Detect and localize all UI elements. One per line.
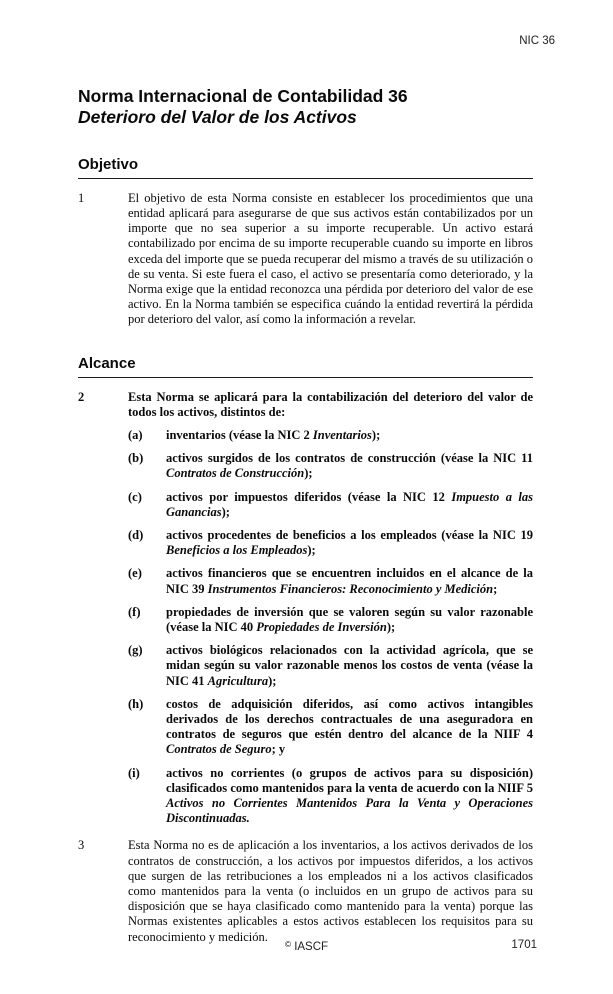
item-text-segment: activos por impuestos diferidos (véase la NIC 12 bbox=[166, 489, 452, 504]
page-number: 1701 bbox=[511, 939, 537, 951]
item-text-segment: propiedades de inversión que se valoren según su valor razonable (véase la NIC 40 bbox=[166, 604, 533, 634]
item-text bbox=[166, 643, 533, 689]
item-text bbox=[166, 428, 533, 443]
item-text bbox=[166, 566, 533, 596]
scope-item-i bbox=[128, 766, 533, 827]
paragraph-1 bbox=[78, 191, 533, 328]
paragraph-text: El objetivo de esta Norma consiste en establecer los procedimientos que una entidad aplicará para asegurarse de que sus activos están contabilizados por un importe que no sea superior a su importe recuperable. Un activo estará contabilizado por encima de su importe recuperable cuando su importe en libros exceda del importe que se pueda recuperar del mismo a través de su utilización o de su venta. Si este fuera el caso, el activo se presentaría como deteriorado, y la Norma exige que la entidad reconozca una pérdida por deterioro del valor de ese activo. En la Norma también se especifica cuándo la entidad revertirá la pérdida por deterioro del valor, así como la información a revelar. bbox=[128, 190, 533, 327]
paragraph-number: 1 bbox=[78, 190, 85, 205]
copyright-owner: IASCF bbox=[294, 941, 329, 953]
item-text-segment: ); bbox=[371, 427, 381, 442]
item-text-segment: activos no corrientes (o grupos de activos para su disposición) clasificados como mantenidos para la venta de acuerdo con la NIIF 5 bbox=[166, 765, 533, 795]
scope-item-c bbox=[128, 490, 533, 520]
standard-reference: Inventarios bbox=[312, 427, 372, 442]
item-text-segment: activos surgidos de los contratos de construcción (véase la NIC 11 bbox=[166, 451, 533, 466]
standard-code: NIC 36 bbox=[519, 35, 555, 47]
item-text-segment: ; bbox=[493, 581, 498, 596]
item-text-segment: activos procedentes de beneficios a los empleados (véase la NIC 19 bbox=[166, 527, 533, 542]
item-label: (b) bbox=[128, 451, 144, 466]
item-text-segment: costos de adquisición diferidos, así como activos intangibles derivados de los derechos contractuales de una aseguradora en contratos de seguros que estén dentro del alcance de la NIIF 4 bbox=[166, 696, 533, 742]
scope-item-e bbox=[128, 566, 533, 596]
document-title bbox=[78, 86, 533, 129]
paragraph-2 bbox=[78, 390, 533, 420]
item-text-segment: ); bbox=[304, 466, 313, 481]
item-label: (a) bbox=[128, 427, 143, 442]
standard-reference: Instrumentos Financieros: Reconocimiento y Medición bbox=[207, 581, 494, 596]
item-text bbox=[166, 605, 533, 635]
copyright-icon: © bbox=[284, 939, 292, 949]
scope-item-d bbox=[128, 528, 533, 558]
paragraph-3 bbox=[78, 838, 533, 944]
document-title-line1: Norma Internacional de Contabilidad 36 bbox=[78, 86, 408, 106]
item-label: (i) bbox=[128, 765, 140, 780]
item-label: (g) bbox=[128, 643, 143, 658]
copyright-notice bbox=[285, 939, 328, 953]
page-header bbox=[78, 35, 555, 47]
item-text-segment: activos financieros que se encuentren incluidos en el alcance de la NIC 39 bbox=[166, 566, 533, 596]
item-text-segment: ); bbox=[268, 673, 277, 688]
section-heading-objetivo: Objetivo bbox=[78, 156, 533, 179]
scope-exclusion-list bbox=[128, 428, 533, 826]
standard-reference: Contratos de Seguro bbox=[166, 742, 272, 757]
item-text-segment: ); bbox=[221, 504, 230, 519]
standard-reference: Propiedades de Inversión bbox=[256, 619, 387, 634]
paragraph-number: 3 bbox=[78, 838, 85, 853]
item-text-segment: activos biológicos relacionados con la actividad agrícola, que se midan según su valor razonable menos los costos de venta (véase la NIC 41 bbox=[166, 643, 533, 688]
item-text bbox=[166, 490, 533, 520]
standard-reference: Beneficios a los Empleados bbox=[166, 543, 308, 558]
section-heading-alcance: Alcance bbox=[78, 355, 533, 378]
paragraph-number: 2 bbox=[78, 389, 85, 404]
standard-reference: Contratos de Construcción bbox=[166, 466, 305, 481]
item-text-segment: ; y bbox=[271, 742, 286, 757]
standard-reference: Agricultura bbox=[207, 673, 269, 688]
item-label: (e) bbox=[128, 566, 142, 581]
item-text bbox=[166, 528, 533, 558]
document-title-line2: Deterioro del Valor de los Activos bbox=[78, 107, 357, 128]
item-text bbox=[166, 697, 533, 758]
item-label: (h) bbox=[128, 696, 144, 711]
item-label: (f) bbox=[128, 604, 141, 619]
item-text bbox=[166, 451, 533, 481]
paragraph-text: Esta Norma no es de aplicación a los inventarios, a los activos derivados de los contratos de construcción, a los activos por impuestos diferidos, a los activos que surgen de las retribuciones a los empleados ni a los activos clasificados como mantenidos para la venta (o incluidos en un grupo de activos para su disposición que se haya clasificado como mantenido para la venta) porque las Normas existentes aplicables a estos activos establecen los requisitos para su reconocimiento y medición. bbox=[128, 838, 533, 944]
scope-item-a bbox=[128, 428, 533, 443]
scope-item-f bbox=[128, 605, 533, 635]
scope-item-b bbox=[128, 451, 533, 481]
standard-reference: Impuesto a las Ganancias bbox=[166, 489, 533, 519]
page-footer bbox=[0, 939, 613, 953]
item-label: (d) bbox=[128, 527, 144, 542]
item-text-segment: ); bbox=[307, 543, 316, 558]
item-text bbox=[166, 766, 533, 827]
item-label: (c) bbox=[128, 489, 142, 504]
standard-reference: Activos no Corrientes Mantenidos Para la Venta y Operaciones Discontinuadas. bbox=[166, 795, 533, 826]
item-text-segment: inventarios (véase la NIC 2 bbox=[166, 427, 313, 442]
scope-item-g bbox=[128, 643, 533, 689]
scope-item-h bbox=[128, 697, 533, 758]
item-text-segment: ); bbox=[386, 619, 396, 634]
paragraph-text: Esta Norma se aplicará para la contabilización del deterioro del valor de todos los activos, distintos de: bbox=[128, 389, 533, 419]
